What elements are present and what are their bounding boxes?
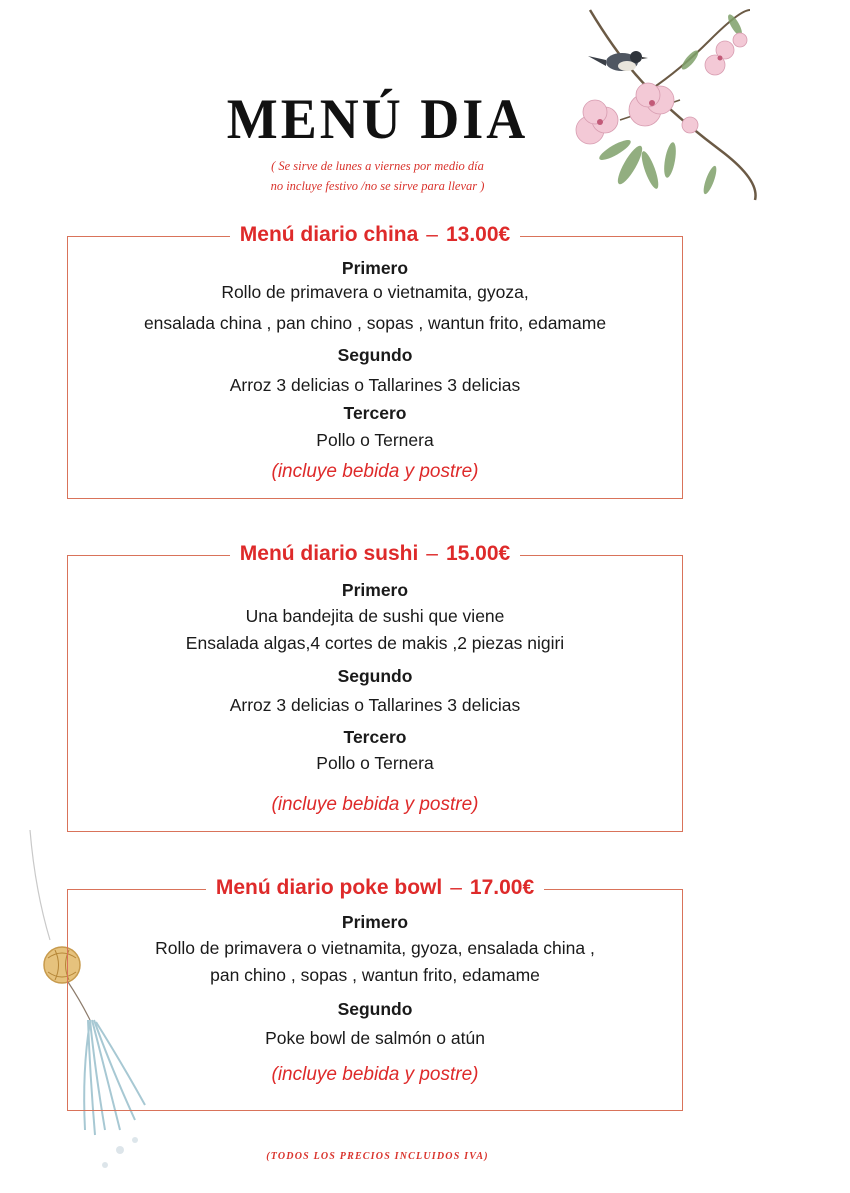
course-item: ensalada china , pan chino , sopas , wantun frito, edamame [143, 313, 607, 333]
course-heading: Segundo [337, 345, 413, 365]
menu-box-heading: Menú diario poke bowl – 17.00€ [68, 873, 682, 905]
menu-price: 17.00€ [469, 876, 535, 899]
course-item: Una bandejita de sushi que viene [245, 606, 505, 626]
menu-box-sushi [67, 542, 683, 832]
course-item: pan chino , sopas , wantun frito, edamame [210, 965, 540, 985]
course-heading: Primero [341, 580, 409, 600]
course-heading: Primero [341, 258, 409, 278]
course-item: Arroz 3 delicias o Tallarines 3 delicias [229, 695, 521, 715]
menu-subtitle [0, 156, 755, 196]
course-item: Rollo de primavera o vietnamita, gyoza, [221, 282, 529, 302]
course-item: Arroz 3 delicias o Tallarines 3 delicias [229, 375, 521, 395]
bird-icon [588, 51, 648, 71]
menu-name: Menú diario china [239, 223, 419, 246]
course-heading: Tercero [343, 403, 407, 423]
menu-price: 13.00€ [445, 223, 511, 246]
course-item: Rollo de primavera o vietnamita, gyoza, ensalada china , [155, 938, 595, 958]
menu-name: Menú diario sushi [239, 542, 419, 565]
course-heading: Tercero [343, 727, 407, 747]
menu-price: 15.00€ [445, 542, 511, 565]
menu-box-heading: Menú diario china – 13.00€ [68, 220, 682, 252]
course-item: Pollo o Ternera [316, 430, 434, 450]
course-heading: Primero [341, 912, 409, 932]
menu-name: Menú diario poke bowl [215, 876, 443, 899]
menu-box-poke-bowl [67, 876, 683, 1111]
menu-box-china [67, 223, 683, 499]
subtitle-line-2: no incluye festivo /no se sirve para llevar ) [270, 179, 485, 193]
includes-note: (incluye bebida y postre) [271, 794, 479, 815]
page-title: MENÚ DIA [226, 87, 529, 151]
course-item: Ensalada algas,4 cortes de makis ,2 piezas nigiri [185, 633, 565, 653]
includes-note: (incluye bebida y postre) [271, 461, 479, 482]
course-item: Pollo o Ternera [316, 753, 434, 773]
course-item: Poke bowl de salmón o atún [265, 1028, 485, 1048]
includes-note: (incluye bebida y postre) [271, 1064, 479, 1085]
menu-box-heading: Menú diario sushi – 15.00€ [68, 539, 682, 571]
course-heading: Segundo [337, 999, 413, 1019]
course-heading: Segundo [337, 666, 413, 686]
tax-footnote: (TODOS LOS PRECIOS INCLUIDOS IVA) [266, 1151, 489, 1162]
subtitle-line-1: ( Se sirve de lunes a viernes por medio día [271, 159, 484, 173]
